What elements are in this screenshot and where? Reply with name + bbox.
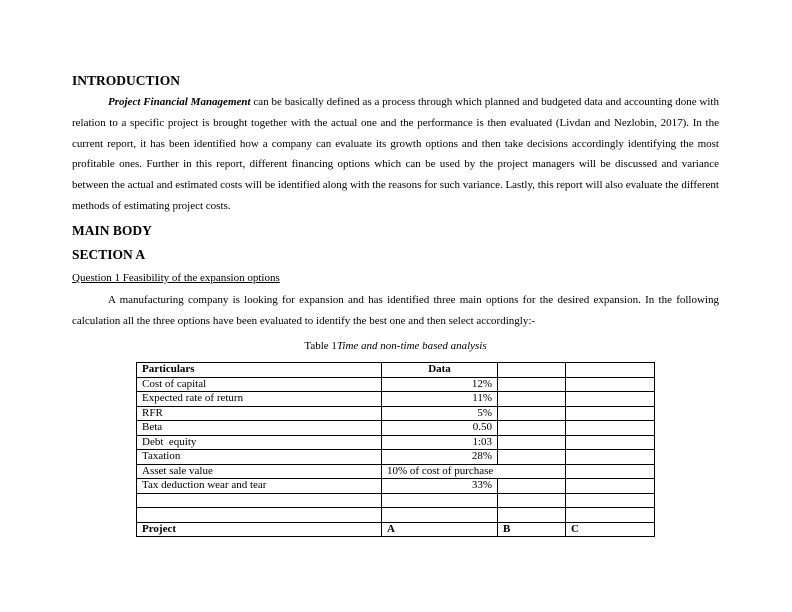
table-caption-title: Time and non-time based analysis — [336, 340, 487, 353]
section-a-paragraph: A manufacturing company is looking for expansion and has identified three main options for the desired expansion. In the following calculation all the three options have been evaluated to identify the best one and then select accordingly:- — [72, 293, 719, 327]
table-cell — [382, 508, 498, 523]
table-cell — [566, 377, 655, 392]
table-cell — [566, 363, 655, 378]
table-cell — [498, 377, 566, 392]
introduction-text: can be basically defined as a process through which planned and budgeted data and accounting done with relation to a specific project is brought together with the actual one and the performance is then evaluated (Livdan and Nezlobin, 2017). In the current report, it has been identified how a company can evaluate its growth options and then take decisions accordingly identifying the most profitable ones. Further in this report, different financing options which can be used by the project managers will be discussed and variance between the actual and estimated costs will be identified along with the reasons for such variance. Lastly, this report will also evaluate the different methods of estimating project costs. — [72, 96, 719, 212]
table-cell — [498, 421, 566, 436]
document-page — [72, 70, 719, 537]
analysis-table — [136, 362, 655, 537]
table-header-row — [137, 363, 655, 378]
table-cell — [498, 508, 566, 523]
table-cell — [382, 493, 498, 508]
introduction-heading: INTRODUCTION — [72, 73, 181, 88]
table-cell — [498, 493, 566, 508]
introduction-paragraph — [72, 92, 719, 217]
row-label: Cost of capital — [137, 377, 382, 392]
table-cell — [498, 392, 566, 407]
row-label: Tax deduction wear and tear — [137, 479, 382, 494]
project-row — [137, 522, 655, 537]
row-label: Expected rate of return — [137, 392, 382, 407]
table-cell — [498, 406, 566, 421]
row-value: 5% — [382, 406, 498, 421]
table-row — [137, 464, 655, 479]
table-cell — [566, 392, 655, 407]
table-cell — [566, 508, 655, 523]
table-cell — [566, 406, 655, 421]
row-value: 33% — [382, 479, 498, 494]
section-a-heading: SECTION A — [72, 246, 146, 262]
row-label: Debt equity — [137, 435, 382, 450]
row-value: 0.50 — [382, 421, 498, 436]
table-cell — [566, 435, 655, 450]
project-a: A — [382, 522, 498, 537]
table-cell — [137, 493, 382, 508]
row-value: 28% — [382, 450, 498, 465]
table-cell — [498, 450, 566, 465]
table-cell — [498, 479, 566, 494]
table-cell — [137, 508, 382, 523]
row-label: Asset sale value — [137, 464, 382, 479]
main-body-heading: MAIN BODY — [72, 222, 152, 238]
table-row — [137, 392, 655, 407]
table-cell — [566, 450, 655, 465]
table-row — [137, 479, 655, 494]
table-cell — [566, 493, 655, 508]
project-b: B — [498, 522, 566, 537]
table-row-empty — [137, 508, 655, 523]
table-row — [137, 450, 655, 465]
table-row — [137, 421, 655, 436]
row-label: RFR — [137, 406, 382, 421]
table-row — [137, 435, 655, 450]
table-row — [137, 406, 655, 421]
introduction-lead-term: Project Financial Management — [108, 96, 251, 108]
row-label: Taxation — [137, 450, 382, 465]
row-label: Beta — [137, 421, 382, 436]
table-row-empty — [137, 493, 655, 508]
table-cell — [498, 435, 566, 450]
project-c: C — [566, 522, 655, 537]
row-value: 10% of cost of purchase — [382, 464, 566, 479]
table-cell — [566, 464, 655, 479]
table-cell — [498, 363, 566, 378]
project-label: Project — [137, 522, 382, 537]
table-cell — [566, 421, 655, 436]
header-data: Data — [382, 363, 498, 378]
header-particulars: Particulars — [137, 363, 382, 378]
table-caption-prefix: Table 1 — [304, 340, 337, 353]
row-value: 1:03 — [382, 435, 498, 450]
row-value: 11% — [382, 392, 498, 407]
question-1-title: Question 1 Feasibility of the expansion options — [72, 271, 280, 284]
table-caption — [72, 339, 719, 353]
table-row — [137, 377, 655, 392]
row-value: 12% — [382, 377, 498, 392]
table-cell — [566, 479, 655, 494]
